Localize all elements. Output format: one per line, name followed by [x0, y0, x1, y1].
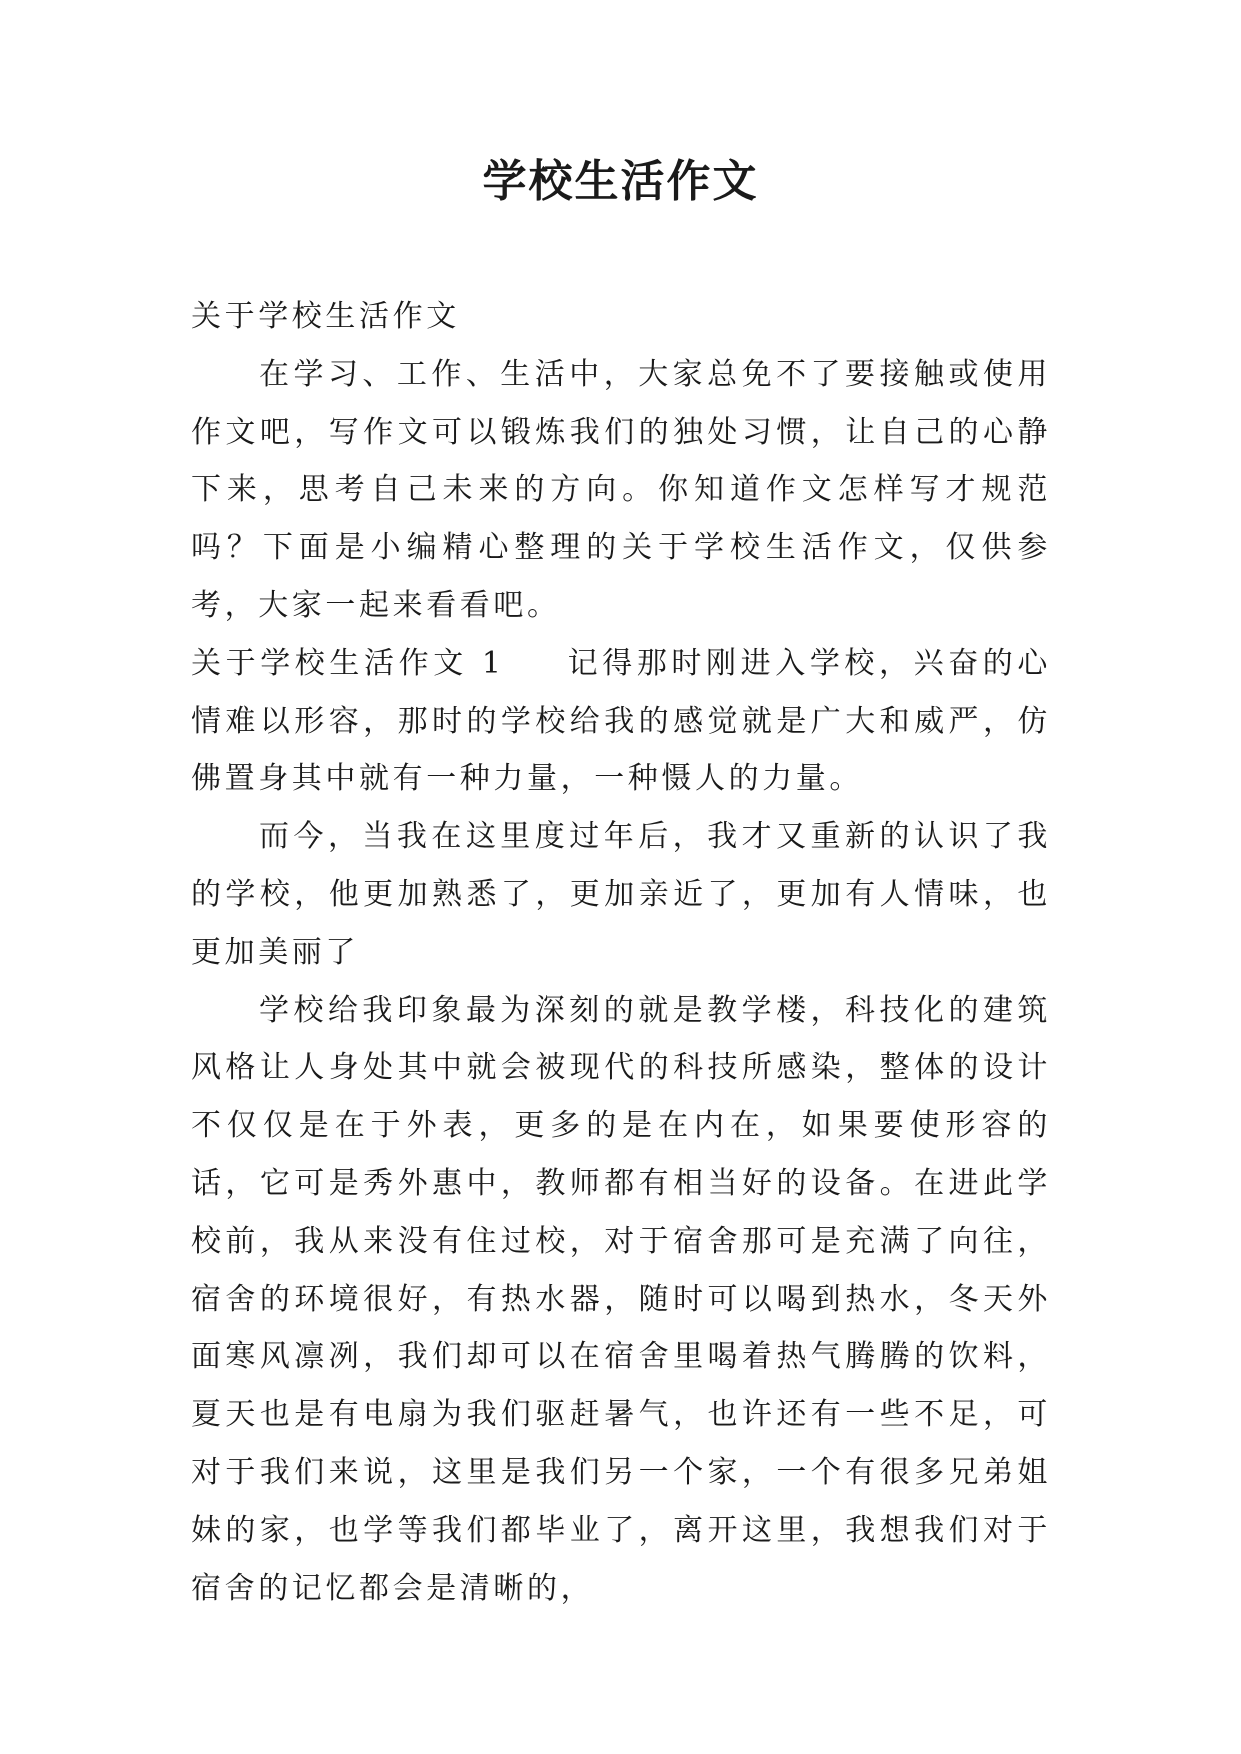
essay-1-paragraph-3: 学校给我印象最为深刻的就是教学楼，科技化的建筑风格让人身处其中就会被现代的科技所感染，整体的设计不仅仅是在于外表，更多的是在内在，如果要使形容的话，它可是秀外惠中，教师都有相当好的设备。在进此学校前，我从来没有住过校，对于宿舍那可是充满了向往，宿舍的环境很好，有热水器，随时可以喝到热水，冬天外面寒风凛冽，我们却可以在宿舍里喝着热气腾腾的饮料，夏天也是有电扇为我们驱赶暑气，也许还有一些不足，可对于我们来说，这里是我们另一个家，一个有很多兄弟姐妹的家，也学等我们都毕业了，离开这里，我想我们对于宿舍的记忆都会是清晰的， [191, 992, 1051, 1606]
intro-paragraph: 在学习、工作、生活中，大家总免不了要接触或使用作文吧，写作文可以锻炼我们的独处习惯，让自己的心静下来，思考自己未来的方向。你知道作文怎样写才规范吗？下面是小编精心整理的关于学校生活作文，仅供参考，大家一起来看看吧。 [191, 356, 1051, 623]
essay-1-paragraph-1: 记得那时刚进入学校，兴奋的心情难以形容，那时的学校给我的感觉就是广大和威严，仿佛置身其中就有一种力量，一种慑人的力量。 [191, 645, 1052, 797]
essay-1-paragraph-2: 而今，当我在这里度过年后，我才又重新的认识了我的学校，他更加熟悉了，更加亲近了，更加有人情味，也更加美丽了 [191, 819, 1051, 970]
essay-1-heading: 关于学校生活作文 1 [191, 645, 505, 681]
document-title: 学校生活作文 [482, 156, 759, 207]
document-body [191, 288, 1051, 1617]
essay-1-first-paragraph [191, 635, 1051, 808]
section-heading: 关于学校生活作文 [191, 299, 460, 334]
